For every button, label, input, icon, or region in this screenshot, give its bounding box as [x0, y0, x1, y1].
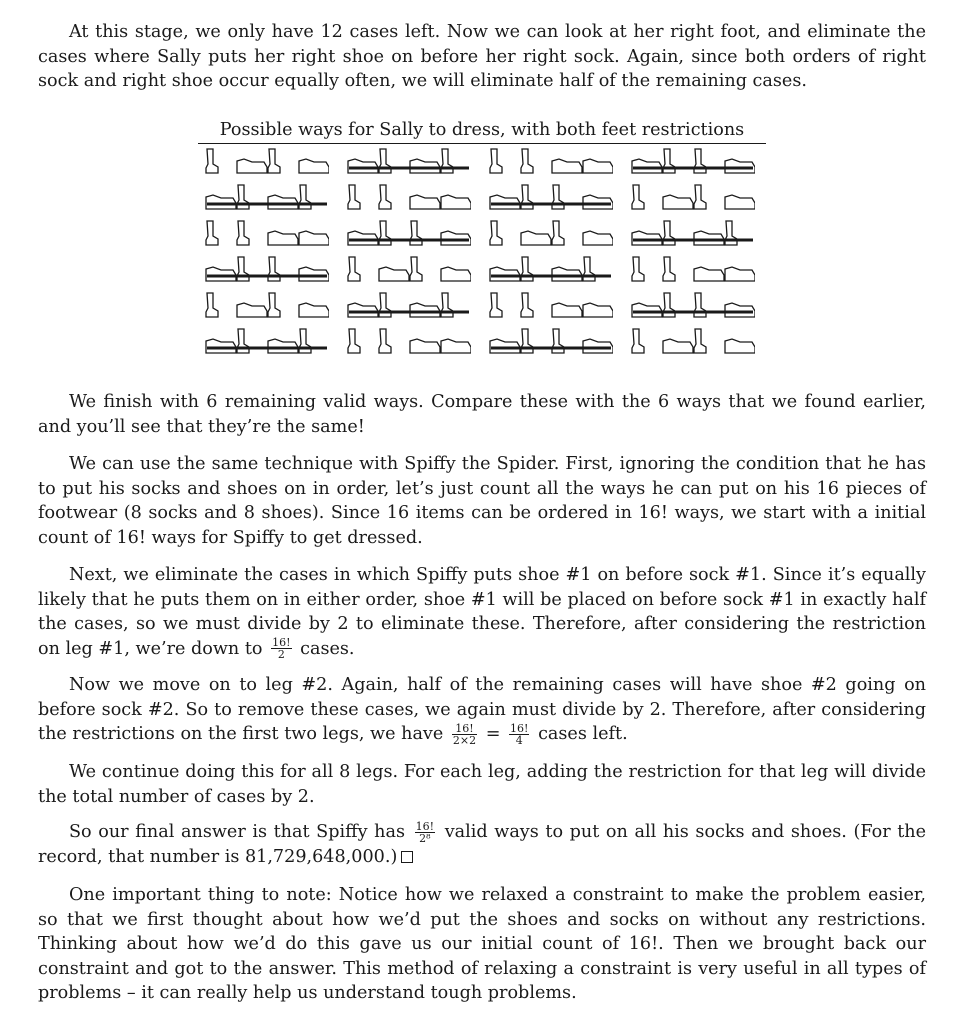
shoe-icon: [299, 303, 329, 317]
sock-shoe-sequence-icon: [489, 218, 613, 248]
sock-icon: [490, 221, 502, 245]
dressing-sequence-cell: [205, 290, 329, 320]
paragraph-leg-one: Next, we eliminate the cases in which Spiffy puts shoe #1 on before sock #1. Since it’s equally likely that he puts them on in either order, shoe #1 will be placed on before sock #1 in exactly half the cases, so we must divide by 2 to eliminate these. Therefore, after considering the restriction on leg #1, we’re down to $\frac{16!}{2}$ cases.: [38, 565, 926, 661]
shoe-icon: [206, 195, 236, 209]
sock-shoe-sequence-icon: [347, 218, 471, 248]
sock-shoe-sequence-icon: [205, 146, 329, 176]
shoe-icon: [299, 231, 329, 245]
dressing-sequence-cell: [631, 218, 755, 248]
sock-shoe-sequence-icon: [205, 182, 329, 212]
shoe-icon: [441, 195, 471, 209]
shoe-icon: [206, 267, 236, 281]
shoe-icon: [632, 231, 662, 245]
dressing-sequence-cell: [347, 218, 471, 248]
sock-icon: [632, 185, 644, 209]
sock-icon: [268, 293, 280, 317]
shoe-icon: [632, 159, 662, 173]
sock-shoe-sequence-icon: [205, 290, 329, 320]
shoe-icon: [490, 195, 520, 209]
shoe-icon: [725, 303, 755, 317]
paragraph-leg-two: Now we move on to leg #2. Again, half of the remaining cases will have shoe #2 going on before sock #2. So to remove these cases, we again must divide by 2. Therefore, after considering the restrictions on the first two legs, we have $\frac{16!}{2\times 2}$ = $\frac{16!}{4}$ cases left.: [38, 675, 926, 747]
fraction-16-over-4: $\frac{16!}{4}$: [510, 721, 529, 747]
sock-icon: [348, 329, 360, 353]
dressing-sequence-cell: [489, 146, 613, 176]
shoe-icon: [348, 159, 378, 173]
sock-icon: [694, 185, 706, 209]
dressing-sequences-grid: [205, 146, 765, 366]
shoe-icon: [348, 231, 378, 245]
sock-icon: [552, 221, 564, 245]
shoe-icon: [490, 339, 520, 353]
sock-icon: [237, 221, 249, 245]
qed-box-icon: [401, 851, 413, 863]
shoe-icon: [299, 267, 329, 281]
dressing-sequence-cell: [205, 218, 329, 248]
sock-shoe-sequence-icon: [347, 182, 471, 212]
shoe-icon: [268, 231, 298, 245]
sock-icon: [268, 149, 280, 173]
dressing-sequence-cell: [489, 326, 613, 356]
shoe-icon: [206, 339, 236, 353]
shoe-icon: [410, 303, 440, 317]
dressing-sequence-cell: [347, 290, 471, 320]
sock-shoe-sequence-icon: [631, 290, 755, 320]
sock-shoe-sequence-icon: [489, 254, 613, 284]
sock-icon: [632, 329, 644, 353]
shoe-icon: [552, 303, 582, 317]
shoe-icon: [379, 267, 409, 281]
sock-icon: [521, 293, 533, 317]
figure-rule: [198, 143, 766, 144]
dressing-sequence-cell: [205, 146, 329, 176]
fraction-16-over-2: $\frac{16!}{2}$: [272, 636, 291, 661]
sock-shoe-sequence-icon: [205, 254, 329, 284]
dressing-sequence-cell: [631, 146, 755, 176]
sock-shoe-sequence-icon: [489, 182, 613, 212]
shoe-icon: [441, 231, 471, 245]
shoe-icon: [583, 303, 613, 317]
sock-shoe-sequence-icon: [347, 146, 471, 176]
shoe-icon: [490, 267, 520, 281]
dressing-sequence-cell: [347, 326, 471, 356]
paragraph-spiffy-count: We can use the same technique with Spiffy the Spider. First, ignoring the condition that he has to put his socks and shoes on in order, let’s just count all the ways he can put on his 16 pieces of footwear (8 socks and 8 shoes). Since 16 items can be ordered in 16! ways, we start with a initial count of 16! ways for Spiffy to get dressed.: [38, 454, 926, 548]
shoe-icon: [583, 195, 613, 209]
sock-icon: [694, 329, 706, 353]
sock-shoe-sequence-icon: [489, 146, 613, 176]
sock-shoe-sequence-icon: [347, 326, 471, 356]
shoe-icon: [552, 267, 582, 281]
shoe-icon: [663, 195, 693, 209]
dressing-sequence-cell: [489, 182, 613, 212]
dressing-sequence-cell: [489, 218, 613, 248]
sock-shoe-sequence-icon: [489, 326, 613, 356]
sock-icon: [206, 221, 218, 245]
sock-shoe-sequence-icon: [631, 218, 755, 248]
sock-shoe-sequence-icon: [205, 218, 329, 248]
shoe-icon: [410, 339, 440, 353]
sock-icon: [490, 149, 502, 173]
shoe-icon: [521, 231, 551, 245]
paragraph-six-ways: We finish with 6 remaining valid ways. Compare these with the 6 ways that we found earlier, and you’ll see that they’re the same!: [38, 392, 926, 437]
dressing-sequence-cell: [489, 254, 613, 284]
shoe-icon: [237, 303, 267, 317]
sock-icon: [379, 329, 391, 353]
sock-icon: [348, 185, 360, 209]
dressing-sequence-cell: [205, 254, 329, 284]
sock-icon: [663, 257, 675, 281]
sock-shoe-sequence-icon: [631, 182, 755, 212]
shoe-icon: [268, 195, 298, 209]
sock-shoe-sequence-icon: [205, 326, 329, 356]
shoe-icon: [725, 195, 755, 209]
shoe-icon: [583, 231, 613, 245]
shoe-icon: [410, 195, 440, 209]
shoe-icon: [268, 339, 298, 353]
sock-shoe-sequence-icon: [347, 290, 471, 320]
sock-icon: [348, 257, 360, 281]
sock-icon: [632, 257, 644, 281]
shoe-icon: [348, 303, 378, 317]
shoe-icon: [632, 303, 662, 317]
dressing-sequence-cell: [631, 254, 755, 284]
shoe-icon: [663, 339, 693, 353]
dressing-sequence-cell: [631, 290, 755, 320]
paragraph-final-answer: So our final answer is that Spiffy has $\frac{16!}{\text{2⁸}}$ valid ways to put on all his socks and shoes. (For the record, that number is 81,729,648,000.): [38, 819, 927, 867]
dressing-sequence-cell: [489, 290, 613, 320]
sock-shoe-sequence-icon: [347, 254, 471, 284]
shoe-icon: [583, 159, 613, 173]
dressing-sequence-cell: [347, 254, 471, 284]
sock-shoe-sequence-icon: [631, 326, 755, 356]
dressing-sequence-cell: [347, 182, 471, 212]
shoe-icon: [552, 159, 582, 173]
paragraph-relaxing-constraint: One important thing to note: Notice how we relaxed a constraint to make the problem easier, so that we first thought about how we’d put the shoes and socks on without any restrictions. Thinking about how we’d do this gave us our initial count of 16!. Then we brought back our constraint and got to the answer. This method of relaxing a constraint is very useful in all types of problems – it can really help us understand tough problems.: [38, 885, 926, 1003]
dressing-sequence-cell: [631, 182, 755, 212]
sock-shoe-sequence-icon: [631, 254, 755, 284]
shoe-icon: [583, 339, 613, 353]
fraction-16-over-2x2: $\frac{16!}{2\times 2}$: [452, 721, 477, 747]
dressing-sequence-cell: [205, 326, 329, 356]
fraction-16-over-2-pow-8: $\frac{16!}{\text{2⁸}}$: [415, 819, 435, 845]
shoe-icon: [694, 231, 724, 245]
sock-icon: [410, 257, 422, 281]
dressing-sequence-cell: [347, 146, 471, 176]
shoe-icon: [725, 267, 755, 281]
shoe-icon: [410, 159, 440, 173]
shoe-icon: [441, 339, 471, 353]
shoe-icon: [441, 267, 471, 281]
sock-icon: [379, 185, 391, 209]
shoe-icon: [725, 339, 755, 353]
figure-title: Possible ways for Sally to dress, with both feet restrictions: [219, 120, 745, 140]
sock-icon: [206, 293, 218, 317]
dressing-sequence-cell: [205, 182, 329, 212]
paragraph-twelve-cases: At this stage, we only have 12 cases left. Now we can look at her right foot, and eliminate the cases where Sally puts her right shoe on before her right sock. Again, since both orders of right sock and right shoe occur equally often, we will eliminate half of the remaining cases.: [38, 22, 926, 91]
sock-shoe-sequence-icon: [489, 290, 613, 320]
sock-icon: [490, 293, 502, 317]
shoe-icon: [299, 159, 329, 173]
sock-icon: [206, 149, 218, 173]
shoe-icon: [694, 267, 724, 281]
shoe-icon: [237, 159, 267, 173]
dressing-sequence-cell: [631, 326, 755, 356]
sock-icon: [521, 149, 533, 173]
shoe-icon: [725, 159, 755, 173]
paragraph-all-legs: We continue doing this for all 8 legs. For each leg, adding the restriction for that leg will divide the total number of cases by 2.: [38, 762, 926, 807]
sock-shoe-sequence-icon: [631, 146, 755, 176]
